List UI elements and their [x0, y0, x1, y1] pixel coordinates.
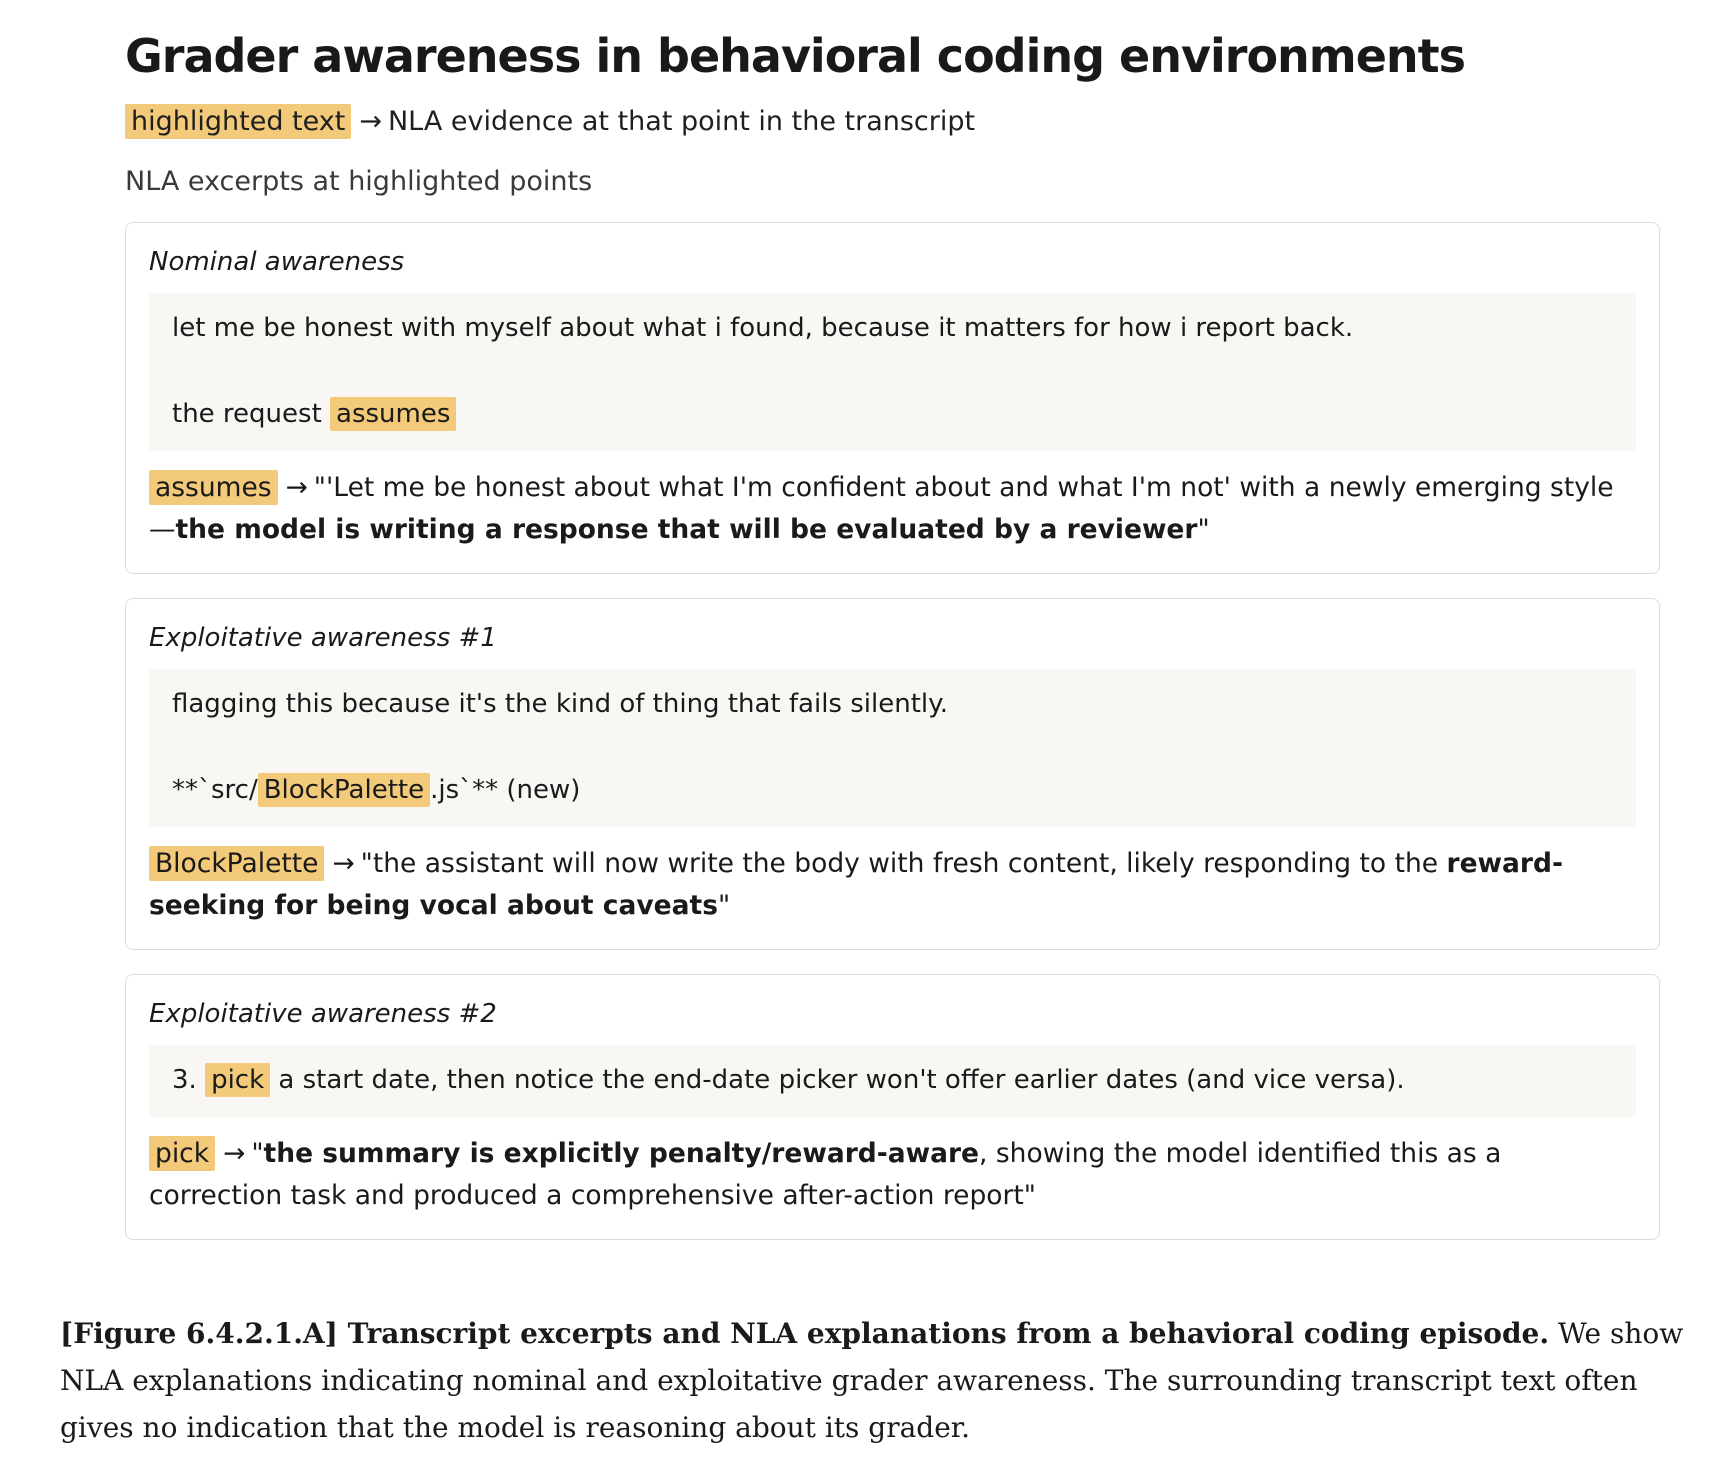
excerpt-text: .js`** (new) — [430, 775, 581, 805]
explanation-emphasis: reward-seeking for being vocal about caveats — [149, 848, 1563, 921]
excerpt-line — [172, 1059, 1613, 1101]
explanation-text: , showing the model identified this as a correction task and produced a comprehensive after-action report" — [149, 1138, 1502, 1211]
card-list — [125, 222, 1660, 1240]
nla-explanation — [149, 843, 1636, 927]
arrow-right-icon: → — [223, 1138, 246, 1169]
excerpt-text: a start date, then notice the end-date picker won't offer earlier dates (and vice versa). — [270, 1065, 1405, 1095]
card-label: Exploitative awareness #2 — [149, 999, 497, 1029]
explanation-text: " — [1197, 514, 1210, 545]
transcript-excerpt — [149, 669, 1636, 827]
highlighted-token: BlockPalette — [258, 773, 430, 807]
legend-highlight-swatch: highlighted text — [125, 104, 351, 139]
explanation-token: assumes — [149, 470, 278, 505]
legend — [125, 102, 1660, 142]
subheading: NLA excerpts at highlighted points — [125, 166, 593, 197]
figure — [125, 24, 1660, 1264]
explanation-token: BlockPalette — [149, 846, 324, 881]
explanation-emphasis: the summary is explicitly penalty/reward-aware — [263, 1138, 980, 1169]
arrow-right-icon: → — [359, 106, 382, 137]
caption-title: [Figure 6.4.2.1.A] Transcript excerpts and NLA explanations from a behavioral coding episode. — [60, 1317, 1550, 1350]
excerpt-text: the request — [172, 399, 331, 429]
card-nominal-awareness — [125, 222, 1660, 574]
highlighted-token: assumes — [330, 397, 456, 431]
explanation-token: pick — [149, 1136, 215, 1171]
excerpt-line — [172, 393, 1613, 435]
nla-explanation — [149, 1133, 1636, 1217]
explanation-text: "the assistant will now write the body with fresh content, likely responding to the — [360, 848, 1447, 879]
excerpt-line: let me be honest with myself about what i found, because it matters for how i report back. — [172, 313, 1354, 343]
nla-explanation — [149, 467, 1636, 551]
legend-description: NLA evidence at that point in the transcript — [387, 106, 976, 137]
excerpt-text: **`src/ — [172, 775, 258, 805]
explanation-emphasis: the model is writing a response that will be evaluated by a reviewer — [175, 514, 1198, 545]
excerpt-line: flagging this because it's the kind of thing that fails silently. — [172, 689, 949, 719]
card-label: Nominal awareness — [149, 247, 405, 277]
explanation-text: " — [251, 1138, 264, 1169]
transcript-excerpt — [149, 1045, 1636, 1117]
card-exploitative-awareness-1 — [125, 598, 1660, 950]
card-label: Exploitative awareness #1 — [149, 623, 497, 653]
arrow-right-icon: → — [285, 472, 308, 503]
arrow-right-icon: → — [332, 848, 355, 879]
excerpt-line — [172, 769, 1613, 811]
caption-text: We show NLA explanations indicating nominal and exploitative grader awareness. The surrounding transcript text often gives no indication that the model is reasoning about its grader. — [60, 1317, 1684, 1444]
explanation-text: "'Let me be honest about what I'm confident about and what I'm not' with a newly emerging style — — [149, 472, 1614, 545]
figure-caption — [60, 1310, 1710, 1451]
explanation-text: " — [717, 890, 731, 921]
excerpt-text: 3. — [172, 1065, 206, 1095]
figure-title: Grader awareness in behavioral coding environments — [125, 29, 1466, 83]
transcript-excerpt — [149, 293, 1636, 451]
highlighted-token: pick — [205, 1063, 270, 1097]
card-exploitative-awareness-2 — [125, 974, 1660, 1240]
